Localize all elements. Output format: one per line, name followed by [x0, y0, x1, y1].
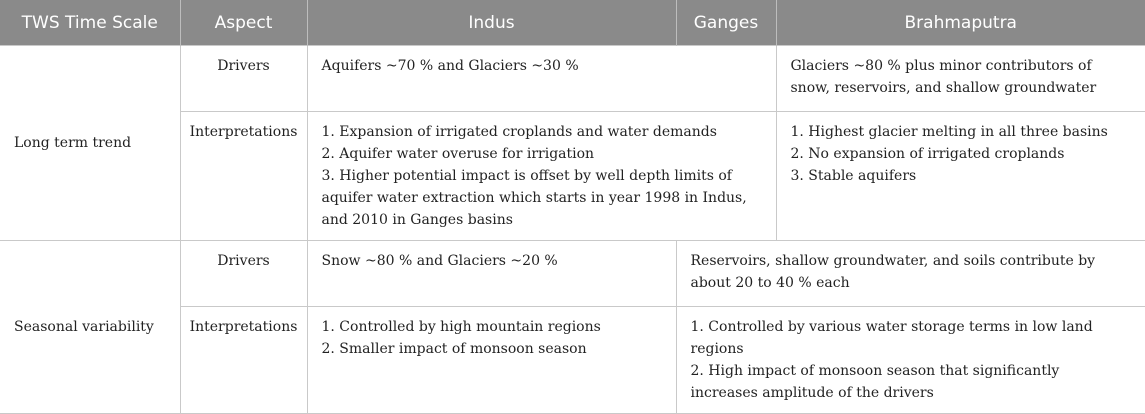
header-ganges: Ganges [676, 0, 776, 46]
cell-long-term-drivers-brahmaputra: Glaciers ~80 % plus minor contributors of snow, reservoirs, and shallow groundwater [776, 46, 1145, 112]
cell-seasonal-drivers-ganges-brahmaputra: Reservoirs, shallow groundwater, and soils contribute by about 20 to 40 % each [676, 241, 1145, 307]
cell-seasonal-drivers-indus: Snow ~80 % and Glaciers ~20 % [307, 241, 676, 307]
header-time-scale: TWS Time Scale [0, 0, 180, 46]
aspect-drivers: Drivers [180, 241, 307, 307]
cell-seasonal-interp-ganges-brahmaputra: 1. Controlled by various water storage terms in low land regions 2. High impact of monsoon season that significantly increases amplitude of the drivers [676, 307, 1145, 414]
cell-long-term-interp-indus-ganges: 1. Expansion of irrigated croplands and water demands 2. Aquifer water overuse for irrigation 3. Higher potential impact is offset by well depth limits of aquifer water extraction which starts in year 1998 in Indus, and 2010 in Ganges basins [307, 112, 776, 241]
aspect-interpretations: Interpretations [180, 112, 307, 241]
cell-long-term-interp-brahmaputra: 1. Highest glacier melting in all three basins 2. No expansion of irrigated croplands 3. Stable aquifers [776, 112, 1145, 241]
aspect-drivers: Drivers [180, 46, 307, 112]
table-row [0, 46, 1145, 112]
table-row [0, 241, 1145, 307]
header-aspect: Aspect [180, 0, 307, 46]
time-scale-long-term: Long term trend [0, 46, 180, 241]
cell-seasonal-interp-indus: 1. Controlled by high mountain regions 2. Smaller impact of monsoon season [307, 307, 676, 414]
aspect-interpretations: Interpretations [180, 307, 307, 414]
cell-long-term-drivers-indus-ganges: Aquifers ~70 % and Glaciers ~30 % [307, 46, 776, 112]
header-indus: Indus [307, 0, 676, 46]
time-scale-seasonal: Seasonal variability [0, 241, 180, 414]
header-brahmaputra: Brahmaputra [776, 0, 1145, 46]
header-row [0, 0, 1145, 46]
